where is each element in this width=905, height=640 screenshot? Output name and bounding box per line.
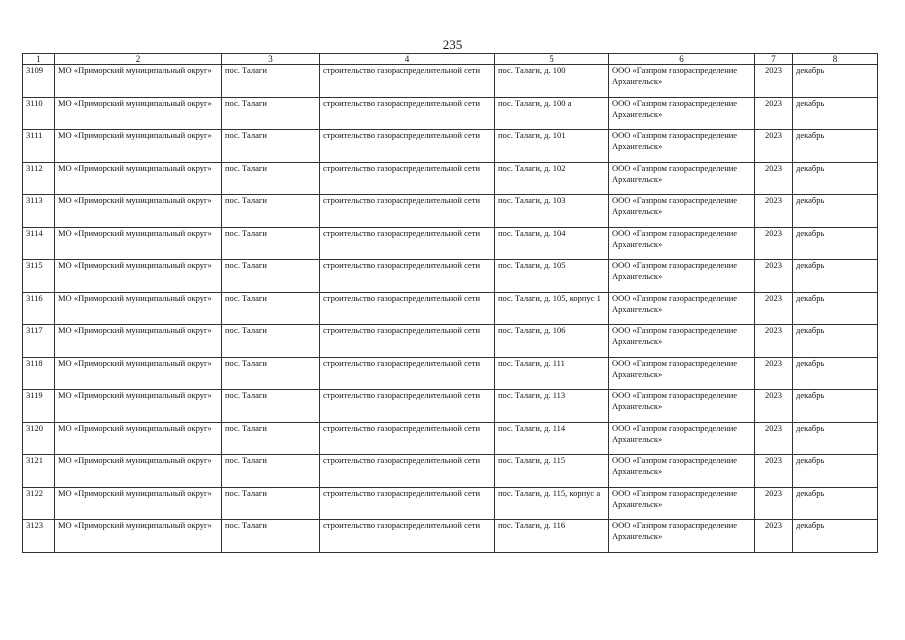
settlement-cell: пос. Талаги: [222, 162, 320, 195]
settlement-cell: пос. Талаги: [222, 422, 320, 455]
column-header: 4: [320, 54, 495, 65]
month-cell: декабрь: [793, 422, 878, 455]
municipality-cell: МО «Приморский муниципальный округ»: [55, 260, 222, 293]
work-type-cell: строительство газораспределительной сети: [320, 520, 495, 553]
column-header: 8: [793, 54, 878, 65]
work-type-cell: строительство газораспределительной сети: [320, 65, 495, 98]
year-cell: 2023: [755, 455, 793, 488]
municipality-cell: МО «Приморский муниципальный округ»: [55, 325, 222, 358]
year-cell: 2023: [755, 487, 793, 520]
municipality-cell: МО «Приморский муниципальный округ»: [55, 390, 222, 423]
municipality-cell: МО «Приморский муниципальный округ»: [55, 422, 222, 455]
table-row: [23, 130, 878, 163]
settlement-cell: пос. Талаги: [222, 390, 320, 423]
municipality-cell: МО «Приморский муниципальный округ»: [55, 97, 222, 130]
settlement-cell: пос. Талаги: [222, 260, 320, 293]
year-cell: 2023: [755, 65, 793, 98]
table-row: [23, 195, 878, 228]
work-type-cell: строительство газораспределительной сети: [320, 130, 495, 163]
organization-cell: ООО «Газпром газораспределение Архангельск»: [609, 65, 755, 98]
municipality-cell: МО «Приморский муниципальный округ»: [55, 357, 222, 390]
work-type-cell: строительство газораспределительной сети: [320, 292, 495, 325]
work-type-cell: строительство газораспределительной сети: [320, 97, 495, 130]
row-number-cell: 3123: [23, 520, 55, 553]
address-cell: пос. Талаги, д. 105, корпус 1: [495, 292, 609, 325]
row-number-cell: 3113: [23, 195, 55, 228]
address-cell: пос. Талаги, д. 100: [495, 65, 609, 98]
organization-cell: ООО «Газпром газораспределение Архангельск»: [609, 227, 755, 260]
settlement-cell: пос. Талаги: [222, 195, 320, 228]
row-number-cell: 3120: [23, 422, 55, 455]
address-cell: пос. Талаги, д. 104: [495, 227, 609, 260]
table-row: [23, 390, 878, 423]
year-cell: 2023: [755, 390, 793, 423]
organization-cell: ООО «Газпром газораспределение Архангельск»: [609, 325, 755, 358]
column-header: 1: [23, 54, 55, 65]
table-row: [23, 455, 878, 488]
row-number-cell: 3121: [23, 455, 55, 488]
column-header: 3: [222, 54, 320, 65]
year-cell: 2023: [755, 97, 793, 130]
month-cell: декабрь: [793, 455, 878, 488]
settlement-cell: пос. Талаги: [222, 97, 320, 130]
row-number-cell: 3117: [23, 325, 55, 358]
row-number-cell: 3109: [23, 65, 55, 98]
month-cell: декабрь: [793, 227, 878, 260]
settlement-cell: пос. Талаги: [222, 357, 320, 390]
row-number-cell: 3122: [23, 487, 55, 520]
month-cell: декабрь: [793, 65, 878, 98]
month-cell: декабрь: [793, 520, 878, 553]
settlement-cell: пос. Талаги: [222, 292, 320, 325]
month-cell: декабрь: [793, 357, 878, 390]
organization-cell: ООО «Газпром газораспределение Архангельск»: [609, 390, 755, 423]
column-header: 5: [495, 54, 609, 65]
municipality-cell: МО «Приморский муниципальный округ»: [55, 487, 222, 520]
year-cell: 2023: [755, 357, 793, 390]
municipality-cell: МО «Приморский муниципальный округ»: [55, 195, 222, 228]
organization-cell: ООО «Газпром газораспределение Архангельск»: [609, 487, 755, 520]
address-cell: пос. Талаги, д. 115, корпус а: [495, 487, 609, 520]
table-row: [23, 520, 878, 553]
table-row: [23, 357, 878, 390]
address-cell: пос. Талаги, д. 113: [495, 390, 609, 423]
document-table: [22, 53, 878, 553]
organization-cell: ООО «Газпром газораспределение Архангельск»: [609, 195, 755, 228]
table-row: [23, 162, 878, 195]
year-cell: 2023: [755, 260, 793, 293]
work-type-cell: строительство газораспределительной сети: [320, 227, 495, 260]
table-row: [23, 227, 878, 260]
table-row: [23, 422, 878, 455]
row-number-cell: 3112: [23, 162, 55, 195]
column-header: 6: [609, 54, 755, 65]
municipality-cell: МО «Приморский муниципальный округ»: [55, 65, 222, 98]
municipality-cell: МО «Приморский муниципальный округ»: [55, 130, 222, 163]
year-cell: 2023: [755, 227, 793, 260]
work-type-cell: строительство газораспределительной сети: [320, 422, 495, 455]
settlement-cell: пос. Талаги: [222, 520, 320, 553]
work-type-cell: строительство газораспределительной сети: [320, 357, 495, 390]
month-cell: декабрь: [793, 97, 878, 130]
work-type-cell: строительство газораспределительной сети: [320, 162, 495, 195]
month-cell: декабрь: [793, 195, 878, 228]
column-header: 2: [55, 54, 222, 65]
organization-cell: ООО «Газпром газораспределение Архангельск»: [609, 357, 755, 390]
row-number-cell: 3118: [23, 357, 55, 390]
organization-cell: ООО «Газпром газораспределение Архангельск»: [609, 130, 755, 163]
municipality-cell: МО «Приморский муниципальный округ»: [55, 520, 222, 553]
work-type-cell: строительство газораспределительной сети: [320, 195, 495, 228]
address-cell: пос. Талаги, д. 102: [495, 162, 609, 195]
table-row: [23, 487, 878, 520]
address-cell: пос. Талаги, д. 101: [495, 130, 609, 163]
month-cell: декабрь: [793, 390, 878, 423]
year-cell: 2023: [755, 195, 793, 228]
address-cell: пос. Талаги, д. 103: [495, 195, 609, 228]
address-cell: пос. Талаги, д. 100 а: [495, 97, 609, 130]
month-cell: декабрь: [793, 325, 878, 358]
row-number-cell: 3111: [23, 130, 55, 163]
municipality-cell: МО «Приморский муниципальный округ»: [55, 162, 222, 195]
organization-cell: ООО «Газпром газораспределение Архангельск»: [609, 260, 755, 293]
work-type-cell: строительство газораспределительной сети: [320, 260, 495, 293]
table-row: [23, 65, 878, 98]
row-number-cell: 3114: [23, 227, 55, 260]
address-cell: пос. Талаги, д. 105: [495, 260, 609, 293]
work-type-cell: строительство газораспределительной сети: [320, 455, 495, 488]
municipality-cell: МО «Приморский муниципальный округ»: [55, 455, 222, 488]
address-cell: пос. Талаги, д. 111: [495, 357, 609, 390]
settlement-cell: пос. Талаги: [222, 227, 320, 260]
settlement-cell: пос. Талаги: [222, 455, 320, 488]
year-cell: 2023: [755, 162, 793, 195]
table-row: [23, 325, 878, 358]
settlement-cell: пос. Талаги: [222, 325, 320, 358]
work-type-cell: строительство газораспределительной сети: [320, 325, 495, 358]
year-cell: 2023: [755, 520, 793, 553]
organization-cell: ООО «Газпром газораспределение Архангельск»: [609, 162, 755, 195]
table-body: [23, 65, 878, 553]
address-cell: пос. Талаги, д. 115: [495, 455, 609, 488]
month-cell: декабрь: [793, 260, 878, 293]
organization-cell: ООО «Газпром газораспределение Архангельск»: [609, 97, 755, 130]
address-cell: пос. Талаги, д. 114: [495, 422, 609, 455]
settlement-cell: пос. Талаги: [222, 487, 320, 520]
row-number-cell: 3119: [23, 390, 55, 423]
page-number: 235: [442, 37, 463, 52]
table-row: [23, 292, 878, 325]
row-number-cell: 3116: [23, 292, 55, 325]
row-number-cell: 3110: [23, 97, 55, 130]
organization-cell: ООО «Газпром газораспределение Архангельск»: [609, 292, 755, 325]
address-cell: пос. Талаги, д. 116: [495, 520, 609, 553]
work-type-cell: строительство газораспределительной сети: [320, 390, 495, 423]
settlement-cell: пос. Талаги: [222, 130, 320, 163]
row-number-cell: 3115: [23, 260, 55, 293]
year-cell: 2023: [755, 292, 793, 325]
column-header: 7: [755, 54, 793, 65]
settlement-cell: пос. Талаги: [222, 65, 320, 98]
year-cell: 2023: [755, 130, 793, 163]
work-type-cell: строительство газораспределительной сети: [320, 487, 495, 520]
address-cell: пос. Талаги, д. 106: [495, 325, 609, 358]
month-cell: декабрь: [793, 162, 878, 195]
year-cell: 2023: [755, 325, 793, 358]
organization-cell: ООО «Газпром газораспределение Архангельск»: [609, 422, 755, 455]
year-cell: 2023: [755, 422, 793, 455]
column-number-row: [23, 54, 878, 65]
municipality-cell: МО «Приморский муниципальный округ»: [55, 292, 222, 325]
table-row: [23, 260, 878, 293]
month-cell: декабрь: [793, 487, 878, 520]
organization-cell: ООО «Газпром газораспределение Архангельск»: [609, 455, 755, 488]
municipality-cell: МО «Приморский муниципальный округ»: [55, 227, 222, 260]
month-cell: декабрь: [793, 130, 878, 163]
month-cell: декабрь: [793, 292, 878, 325]
organization-cell: ООО «Газпром газораспределение Архангельск»: [609, 520, 755, 553]
table-row: [23, 97, 878, 130]
